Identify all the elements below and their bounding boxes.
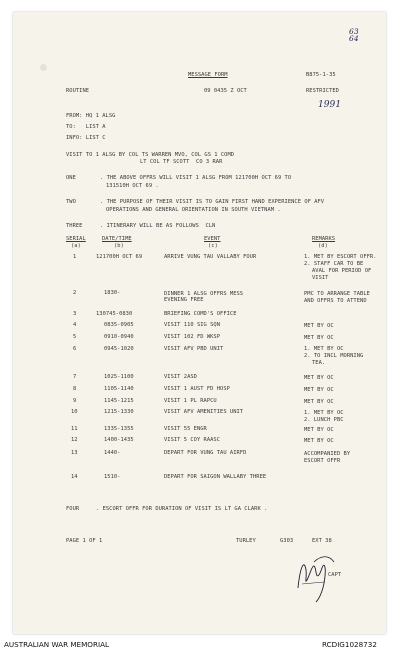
security-classification: RESTRICTED bbox=[306, 88, 339, 94]
header-serial-sub: (a) bbox=[71, 243, 81, 249]
row-2-serial: 2 bbox=[73, 290, 77, 296]
to-line: TO: LIST A bbox=[66, 124, 106, 130]
drafter-name: TURLEY bbox=[236, 538, 256, 544]
row-5-time: 0910-0940 bbox=[104, 334, 134, 340]
row-13-time: 1440- bbox=[104, 450, 121, 456]
row-11-remark-1: MET BY OC bbox=[304, 427, 334, 433]
row-6-remark-3: TEA. bbox=[312, 360, 326, 366]
row-12-event: VISIT 5 COY RAASC bbox=[164, 437, 221, 443]
form-title: MESSAGE FORM bbox=[188, 72, 228, 78]
row-8-time: 1105-1140 bbox=[104, 386, 134, 392]
row-12-time: 1400-1435 bbox=[104, 437, 134, 443]
header-event: EVENT bbox=[204, 236, 221, 242]
row-9-event: VISIT 1 PL RAPCU bbox=[164, 398, 217, 404]
row-13-remark-2: ESCORT OFFR bbox=[304, 458, 341, 464]
handwritten-reference: 63 64 bbox=[349, 27, 359, 43]
row-10-event: VISIT AFV AMENITIES UNIT bbox=[164, 409, 244, 415]
row-9-serial: 9 bbox=[73, 398, 77, 404]
para-one-label: ONE bbox=[66, 175, 76, 181]
row-4-remark-1: MET BY OC bbox=[304, 323, 334, 329]
row-7-event: VISIT 2ASD bbox=[164, 374, 197, 380]
para-one-line-2: 131510H OCT 69 . bbox=[106, 183, 159, 189]
form-reference-number: B875-1-35 bbox=[306, 72, 336, 78]
para-two-label: TWO bbox=[66, 199, 76, 205]
row-8-event: VISIT 1 AUST FD HOSP bbox=[164, 386, 230, 392]
telephone-extension: EXT 38 bbox=[312, 538, 332, 544]
row-1-remark-4: VISIT bbox=[312, 275, 329, 281]
row-6-event: VISIT AFV PBD UNIT bbox=[164, 346, 224, 352]
row-3-serial: 3 bbox=[73, 311, 77, 317]
row-11-event: VISIT 55 ENGR bbox=[164, 426, 207, 432]
row-13-remark-1: ACCOMPANIED BY bbox=[304, 451, 351, 457]
row-6-remark-1: 1. MET BY OC bbox=[304, 346, 344, 352]
para-one-line-1: . THE ABOVE OFFRS WILL VISIT 1 ALSG FROM 121700H OCT 69 TO bbox=[100, 175, 292, 181]
row-6-serial: 6 bbox=[73, 346, 77, 352]
row-1-remark-2: 2. STAFF CAR TO BE bbox=[304, 261, 364, 267]
row-9-remark-1: MET BY OC bbox=[304, 399, 334, 405]
info-line: INFO: LIST C bbox=[66, 135, 106, 141]
row-7-serial: 7 bbox=[73, 374, 77, 380]
row-8-remark-1: MET BY OC bbox=[304, 387, 334, 393]
precedence: ROUTINE bbox=[66, 88, 90, 94]
row-6-remark-2: 2. TO INCL MORNING bbox=[304, 353, 364, 359]
header-serial: SERIAL bbox=[66, 236, 86, 242]
row-11-serial: 11 bbox=[71, 426, 78, 432]
row-2-time: 1830- bbox=[104, 290, 121, 296]
punch-hole bbox=[40, 64, 47, 71]
row-10-remark-2: 2. LUNCH PBC bbox=[304, 417, 344, 423]
row-12-serial: 12 bbox=[71, 437, 78, 443]
para-three-label: THREE bbox=[66, 223, 83, 229]
row-10-serial: 10 bbox=[71, 409, 78, 415]
row-2-remark-1: PMC TO ARRANGE TABLE bbox=[304, 291, 370, 297]
row-1-serial: 1 bbox=[73, 254, 77, 260]
date-time-group: 09 0435 Z OCT bbox=[204, 88, 247, 94]
archive-item-id: RCDIG1028732 bbox=[322, 640, 377, 649]
row-8-serial: 8 bbox=[73, 386, 77, 392]
header-remarks-sub: (d) bbox=[318, 243, 328, 249]
row-9-time: 1145-1215 bbox=[104, 398, 134, 404]
drafter-extension: G303 bbox=[280, 538, 294, 544]
row-6-time: 0945-1020 bbox=[104, 346, 134, 352]
row-11-time: 1335-1355 bbox=[104, 426, 134, 432]
archive-credit: AUSTRALIAN WAR MEMORIAL bbox=[4, 640, 109, 649]
row-7-time: 1025-1100 bbox=[104, 374, 134, 380]
row-1-time: 121700H OCT 69 bbox=[96, 254, 143, 260]
row-4-time: 0835-0905 bbox=[104, 322, 134, 328]
handwritten-number: 1991 bbox=[318, 100, 342, 110]
row-4-serial: 4 bbox=[73, 322, 77, 328]
para-two-line-1: . THE PURPOSE OF THEIR VISIT IS TO GAIN FIRST HAND EXPERIENCE OF AFV bbox=[100, 199, 325, 205]
para-two-line-2: OPERATIONS AND GENERAL ORIENTATION IN SOUTH VIETNAM . bbox=[106, 207, 281, 213]
from-line: FROM: HQ 1 ALSG bbox=[66, 113, 116, 119]
row-10-time: 1215-1330 bbox=[104, 409, 134, 415]
header-date-time-sub: (b) bbox=[114, 243, 124, 249]
row-10-remark-1: 1. MET BY OC bbox=[304, 410, 344, 416]
row-5-remark-1: MET BY OC bbox=[304, 335, 334, 341]
row-13-serial: 13 bbox=[71, 450, 78, 456]
row-5-serial: 5 bbox=[73, 334, 77, 340]
row-5-event: VISIT 102 FD WKSP bbox=[164, 334, 221, 340]
header-date-time: DATE/TIME bbox=[102, 236, 132, 242]
row-14-event: DEPART FOR SAIGON WALLABY THREE bbox=[164, 474, 267, 480]
row-1-remark-3: AVAL FOR PERIOD OF bbox=[312, 268, 372, 274]
row-3-event: BRIEFING COMD'S OFFICE bbox=[164, 311, 237, 317]
row-14-time: 1510- bbox=[104, 474, 121, 480]
header-remarks: REMARKS bbox=[312, 236, 336, 242]
row-1-remark-1: 1. MET BY ESCORT OFFR. bbox=[304, 254, 377, 260]
row-14-serial: 14 bbox=[71, 474, 78, 480]
header-event-sub: (c) bbox=[208, 243, 218, 249]
para-four-label: FOUR bbox=[66, 506, 80, 512]
row-7-remark-1: MET BY OC bbox=[304, 375, 334, 381]
row-13-event: DEPART FOR VUNG TAU AIRFD bbox=[164, 450, 247, 456]
row-3-time: 130745-0830 bbox=[96, 311, 133, 317]
row-12-remark-1: MET BY OC bbox=[304, 438, 334, 444]
page-number: PAGE 1 OF 1 bbox=[66, 538, 103, 544]
para-three-line: . ITINERARY WILL BE AS FOLLOWS CLN bbox=[100, 223, 216, 229]
officer-rank: CAPT bbox=[328, 572, 342, 578]
row-2-event: DINNER 1 ALSG OFFRS MESS EVENING FREE bbox=[164, 291, 244, 304]
visit-subject-line-2: LT COL TF SCOTT CO 3 RAR bbox=[140, 159, 223, 165]
row-1-event: ARRIVE VUNG TAU VALLABY FOUR bbox=[164, 254, 257, 260]
visit-subject-line-1: VISIT TO 1 ALSG BY COL TS WARREN MVO, COL GS 1 COMD bbox=[66, 152, 235, 158]
row-2-remark-2: AND OFFRS TO ATTEND bbox=[304, 298, 367, 304]
row-4-event: VISIT 110 SIG SQN bbox=[164, 322, 221, 328]
para-four-line: . ESCORT OFFR FOR DURATION OF VISIT IS LT GA CLARK . bbox=[96, 506, 268, 512]
